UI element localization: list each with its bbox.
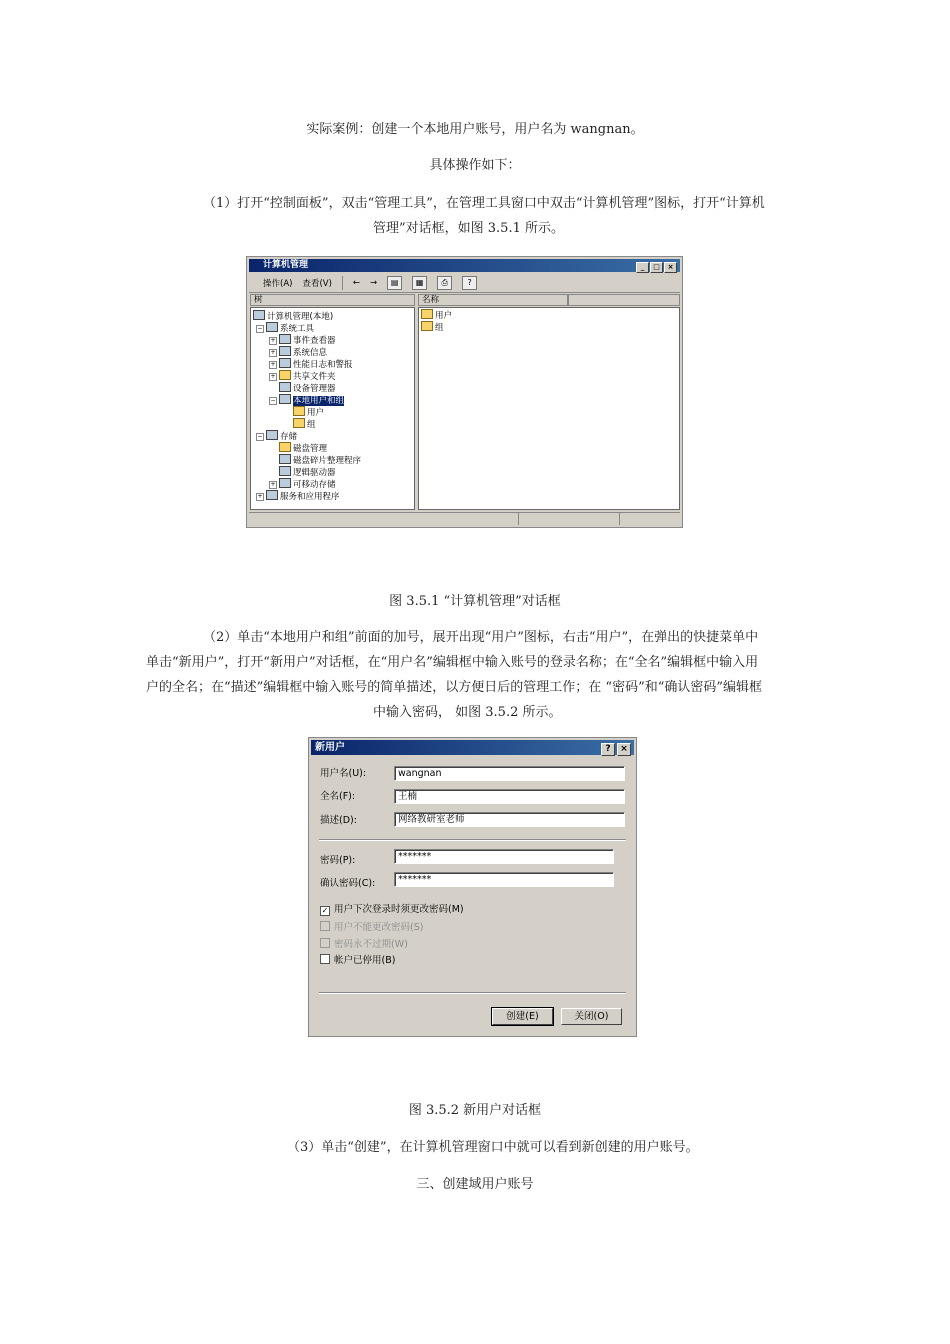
tree-item-performance-logs[interactable]: 性能日志和警报 <box>279 358 353 370</box>
expand-icon[interactable]: + <box>270 373 276 380</box>
tree-item-computer-management[interactable]: 计算机管理(本地) <box>253 310 333 322</box>
drive-icon <box>279 466 291 476</box>
tree-item-device-manager[interactable]: 设备管理器 <box>279 382 336 394</box>
section-heading: 三、创建域用户账号 <box>416 1177 534 1192</box>
new-user-dialog <box>308 737 637 1037</box>
expand-icon[interactable]: + <box>270 481 276 488</box>
description-label: 描述(D): <box>320 815 357 826</box>
account-disabled-checkbox[interactable]: 帐户已停用(B) <box>320 954 395 967</box>
confirm-password-field[interactable]: ******* <box>394 872 614 887</box>
back-icon[interactable]: ← <box>352 278 361 288</box>
list-item-users[interactable]: 用户 <box>421 309 452 321</box>
create-button[interactable]: 创建(E) <box>492 1008 553 1025</box>
menu-action[interactable]: 操作(A) <box>263 279 293 289</box>
up-folder-icon[interactable]: ▤ <box>387 276 402 290</box>
storage-icon <box>266 430 278 440</box>
collapse-icon[interactable]: − <box>270 397 276 404</box>
minimize-icon[interactable]: _ <box>636 262 649 273</box>
computer-icon <box>253 310 265 320</box>
cm-title: 计算机管理 <box>263 260 309 270</box>
username-field[interactable]: wangnan <box>394 766 625 781</box>
expand-icon[interactable]: + <box>270 349 276 356</box>
tree-header[interactable]: 树 <box>250 294 415 306</box>
step2-line3: 户的全名；在“描述”编辑框中输入账号的简单描述，以方便日后的管理工作；在 “密码”和“确认密码”编辑框 <box>146 680 763 695</box>
step2-line1: （2）单击“本地用户和组”前面的加号，展开出现“用户”图标，右击“用户”，在弹出的快捷菜单中 <box>203 630 759 645</box>
help-icon[interactable]: ? <box>601 743 615 756</box>
folder-icon <box>293 406 305 416</box>
toolbar-separator <box>342 276 343 290</box>
collapse-icon[interactable]: − <box>257 433 263 440</box>
checkmark-icon: ✓ <box>321 906 329 915</box>
password-field[interactable]: ******* <box>394 849 614 864</box>
step1-line1: （1）打开“控制面板”，双击“管理工具”，在管理工具窗口中双击“计算机管理”图标，打开“计算机 <box>203 196 765 211</box>
step2-line4: 中输入密码， 如图 3.5.2 所示。 <box>373 705 562 720</box>
removable-storage-icon <box>279 478 291 488</box>
help-icon[interactable]: ? <box>462 276 477 290</box>
forward-icon[interactable]: → <box>370 278 378 288</box>
folder-icon <box>421 309 433 319</box>
expand-icon[interactable]: + <box>257 493 263 500</box>
cannot-change-password-checkbox[interactable]: 用户不能更改密码(S) <box>320 921 423 934</box>
tree-item-logical-drives[interactable]: 逻辑驱动器 <box>279 466 336 478</box>
tree-item-storage[interactable]: 存储 <box>266 430 297 442</box>
status-bar <box>249 512 680 525</box>
list-header-name[interactable]: 名称 <box>418 294 568 306</box>
figure-caption-2: 图 3.5.2 新用户对话框 <box>408 1103 542 1118</box>
step2-line2: 单击“新用户”，打开“新用户”对话框，在“用户名”编辑框中输入账号的登录名称；在“全名”编辑框中输入用 <box>146 655 759 670</box>
description-field[interactable]: 网络教研室老师 <box>394 812 625 827</box>
performance-icon <box>279 358 291 368</box>
event-viewer-icon <box>279 334 291 344</box>
tree-item-system-info[interactable]: 系统信息 <box>279 346 327 358</box>
users-icon <box>279 394 291 404</box>
tree-item-services-apps[interactable]: 服务和应用程序 <box>266 490 340 502</box>
tree-item-defragmenter[interactable]: 磁盘碎片整理程序 <box>279 454 361 466</box>
collapse-icon[interactable]: − <box>257 325 263 332</box>
services-icon <box>266 490 278 500</box>
computer-management-window <box>246 256 683 528</box>
steps-heading: 具体操作如下： <box>429 158 521 173</box>
folder-icon <box>293 418 305 428</box>
divider <box>319 992 626 994</box>
folder-icon <box>421 321 433 331</box>
folder-icon <box>279 370 291 380</box>
cm-menubar <box>249 274 680 293</box>
step1-line2: 管理”对话框，如图 3.5.1 所示。 <box>373 221 564 236</box>
tree-item-users[interactable]: 用户 <box>293 406 324 418</box>
tree-item-local-users-groups[interactable]: 本地用户和组 <box>279 394 344 406</box>
must-change-password-checkbox[interactable]: ✓ 用户下次登录时须更改密码(M) <box>321 904 464 915</box>
tree-item-system-tools[interactable]: 系统工具 <box>266 322 314 334</box>
status-pane <box>249 513 519 525</box>
device-manager-icon <box>279 382 291 392</box>
menu-view[interactable]: 查看(V) <box>302 279 332 289</box>
tree-item-removable-storage[interactable]: 可移动存储 <box>279 478 336 490</box>
disk-icon <box>279 442 291 452</box>
case-intro: 实际案例：创建一个本地用户账号，用户名为 wangnan。 <box>306 122 644 137</box>
confirm-password-label: 确认密码(C): <box>320 878 376 889</box>
close-icon[interactable]: × <box>617 743 631 756</box>
step3: （3）单击“创建”，在计算机管理窗口中就可以看到新创建的用户账号。 <box>287 1140 699 1155</box>
list-item-groups[interactable]: 组 <box>421 321 444 333</box>
username-label: 用户名(U): <box>320 768 367 779</box>
list-header-empty <box>568 294 680 306</box>
export-icon[interactable]: ⎙ <box>437 276 452 290</box>
never-expires-checkbox[interactable]: 密码永不过期(W) <box>320 938 408 951</box>
status-pane <box>620 513 680 525</box>
tree-item-shared-folders[interactable]: 共享文件夹 <box>279 370 336 382</box>
fullname-field[interactable]: 王楠 <box>394 789 625 804</box>
defrag-icon <box>279 454 291 464</box>
system-info-icon <box>279 346 291 356</box>
figure-caption-1: 图 3.5.1 “计算机管理”对话框 <box>389 594 561 609</box>
close-icon[interactable]: × <box>664 262 677 273</box>
tree-item-event-viewer[interactable]: 事件查看器 <box>279 334 336 346</box>
maximize-icon[interactable]: □ <box>650 262 663 273</box>
console-tree <box>250 307 415 510</box>
divider <box>319 839 626 841</box>
expand-icon[interactable]: + <box>270 361 276 368</box>
password-label: 密码(P): <box>320 855 356 866</box>
tree-item-disk-management[interactable]: 磁盘管理 <box>279 442 327 454</box>
expand-icon[interactable]: + <box>270 337 276 344</box>
fullname-label: 全名(F): <box>320 791 356 802</box>
tree-item-groups[interactable]: 组 <box>293 418 316 430</box>
nu-title-bar <box>311 740 634 755</box>
status-pane <box>519 513 620 525</box>
details-list <box>418 307 680 510</box>
tools-icon <box>266 322 278 332</box>
show-tree-icon[interactable]: ▦ <box>412 276 427 290</box>
nu-title: 新用户 <box>315 742 345 753</box>
close-button[interactable]: 关闭(O) <box>561 1008 622 1025</box>
cm-title-bar <box>249 259 680 272</box>
